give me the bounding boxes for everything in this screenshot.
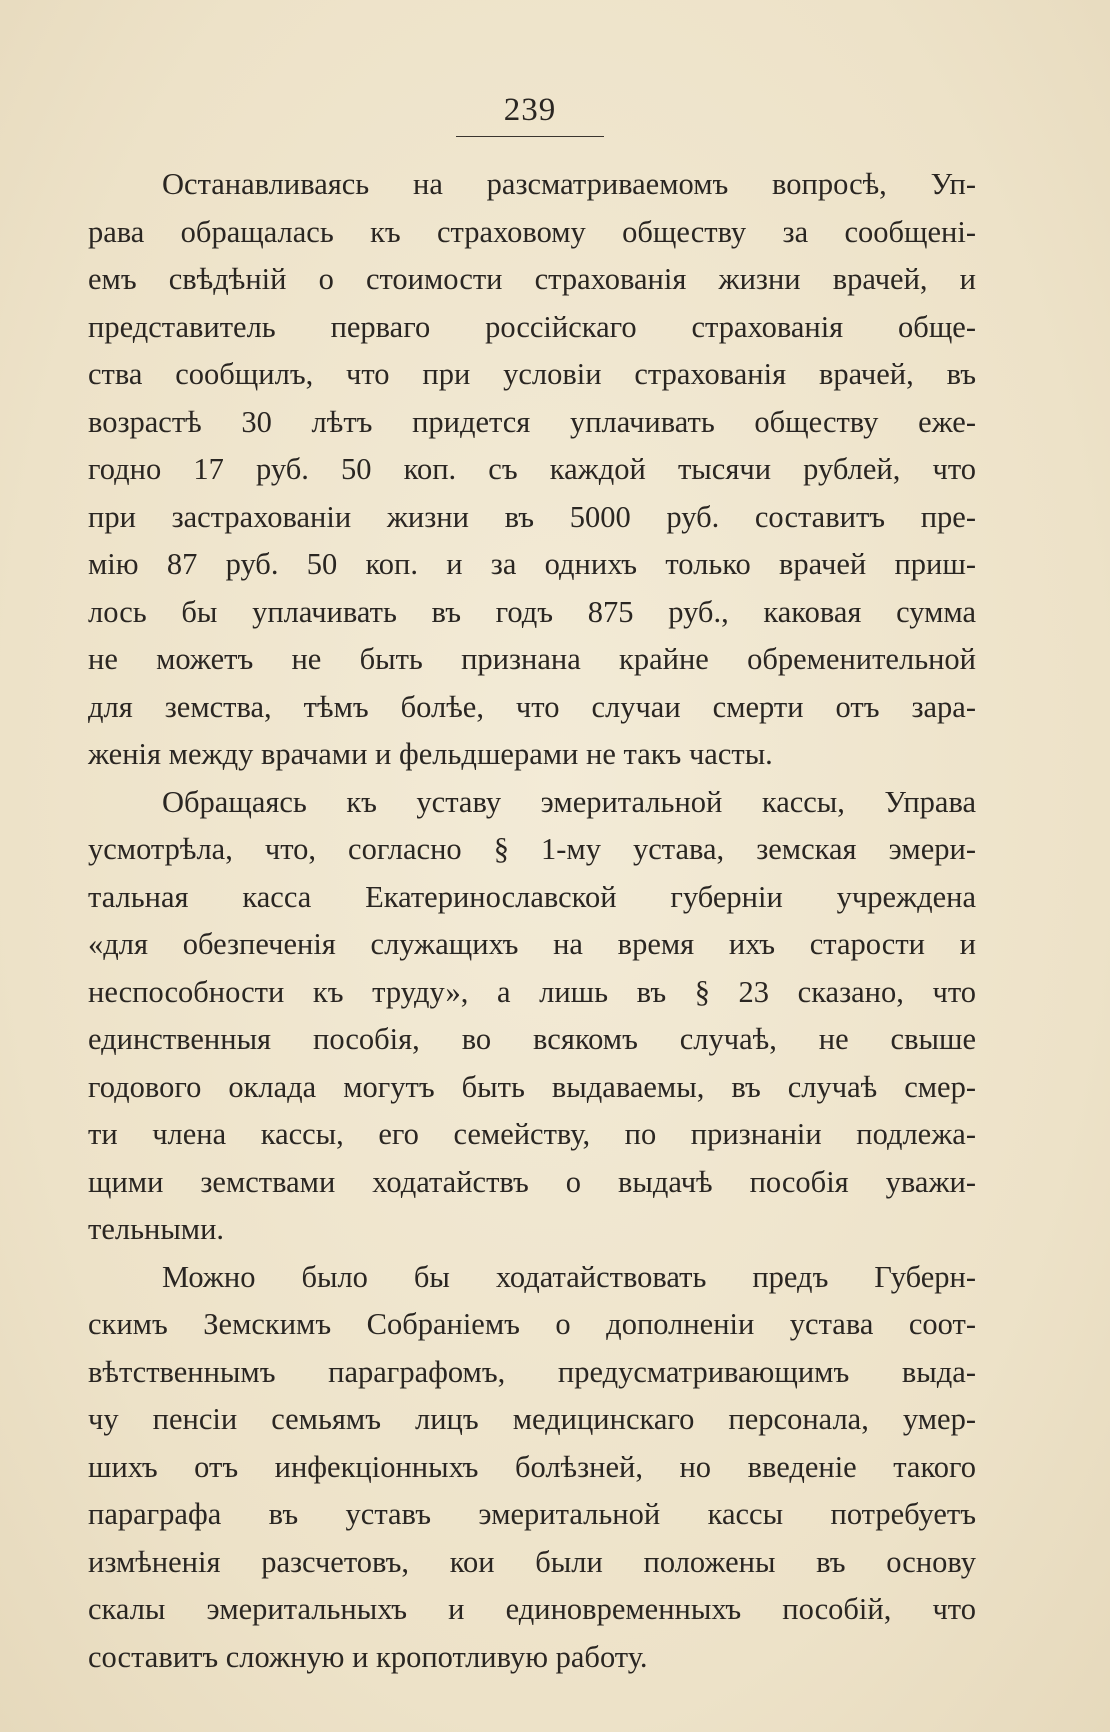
text-line: неспособности къ труду», а лишь въ § 23 сказано, что xyxy=(88,974,976,1009)
text-line: лось бы уплачивать въ годъ 875 руб., каковая сумма xyxy=(88,594,976,629)
text-line: единственныя пособія, во всякомъ случаѣ, не свыше xyxy=(88,1022,976,1056)
text-line: емъ свѣдѣній о стоимости страхованія жизни врачей, и xyxy=(88,262,976,296)
text-line: рава обращалась къ страховому обществу за сообщені- xyxy=(88,214,976,249)
text-line: чу пенсіи семьямъ лицъ медицинскаго персонала, умер- xyxy=(88,1402,976,1436)
text-line: Останавливаясь на разсматриваемомъ вопросѣ, Уп- xyxy=(162,167,976,201)
text-line: скалы эмеритальныхъ и единовременныхъ пособій, что xyxy=(88,1592,976,1626)
text-line: Можно было бы ходатайствовать предъ Губерн- xyxy=(162,1259,976,1294)
text-line: составитъ сложную и кропотливую работу. xyxy=(88,1639,648,1674)
text-line: при застрахованіи жизни въ 5000 руб. составитъ пре- xyxy=(88,499,976,534)
text-line: тальная касса Екатеринославской губерніи учреждена xyxy=(88,879,976,914)
text-line: щими земствами ходатайствъ о выдачѣ пособія уважи- xyxy=(88,1164,976,1199)
text-line: усмотрѣла, что, согласно § 1-му устава, земская эмери- xyxy=(88,832,976,866)
text-line: шихъ отъ инфекціонныхъ болѣзней, но введеніе такого xyxy=(88,1449,976,1484)
text-line: скимъ Земскимъ Собраніемъ о дополненіи устава соот- xyxy=(88,1307,976,1341)
text-line: ти члена кассы, его семейству, по признаніи подлежа- xyxy=(88,1117,976,1151)
text-line: представитель перваго россійскаго страхованія обще- xyxy=(88,309,976,344)
text-line: тельными. xyxy=(88,1212,225,1246)
text-line: измѣненія разсчетовъ, кои были положены въ основу xyxy=(88,1544,976,1579)
header-rule xyxy=(456,136,604,137)
text-line: вѣтственнымъ параграфомъ, предусматривающимъ выда- xyxy=(88,1354,976,1389)
text-line: для земства, тѣмъ болѣе, что случаи смерти отъ зара- xyxy=(88,689,976,724)
text-line: «для обезпеченія служащихъ на время ихъ старости и xyxy=(88,927,976,961)
text-line: мію 87 руб. 50 коп. и за однихъ только врачей приш- xyxy=(88,547,976,581)
text-line: Обращаясь къ уставу эмеритальной кассы, Управа xyxy=(162,784,976,819)
text-line: возрастѣ 30 лѣтъ придется уплачивать обществу еже- xyxy=(88,404,976,439)
page-number: 239 xyxy=(503,92,557,128)
text-line: не можетъ не быть признана крайне обременительной xyxy=(88,642,976,676)
text-line: ства сообщилъ, что при условіи страхованія врачей, въ xyxy=(88,357,976,391)
text-line: годно 17 руб. 50 коп. съ каждой тысячи рублей, что xyxy=(88,452,976,486)
text-line: женія между врачами и фельдшерами не такъ часты. xyxy=(88,737,773,771)
text-line: параграфа въ уставъ эмеритальной кассы потребуетъ xyxy=(88,1497,976,1531)
text-line: годового оклада могутъ быть выдаваемы, въ случаѣ смер- xyxy=(88,1069,976,1104)
body-text xyxy=(88,161,976,1681)
